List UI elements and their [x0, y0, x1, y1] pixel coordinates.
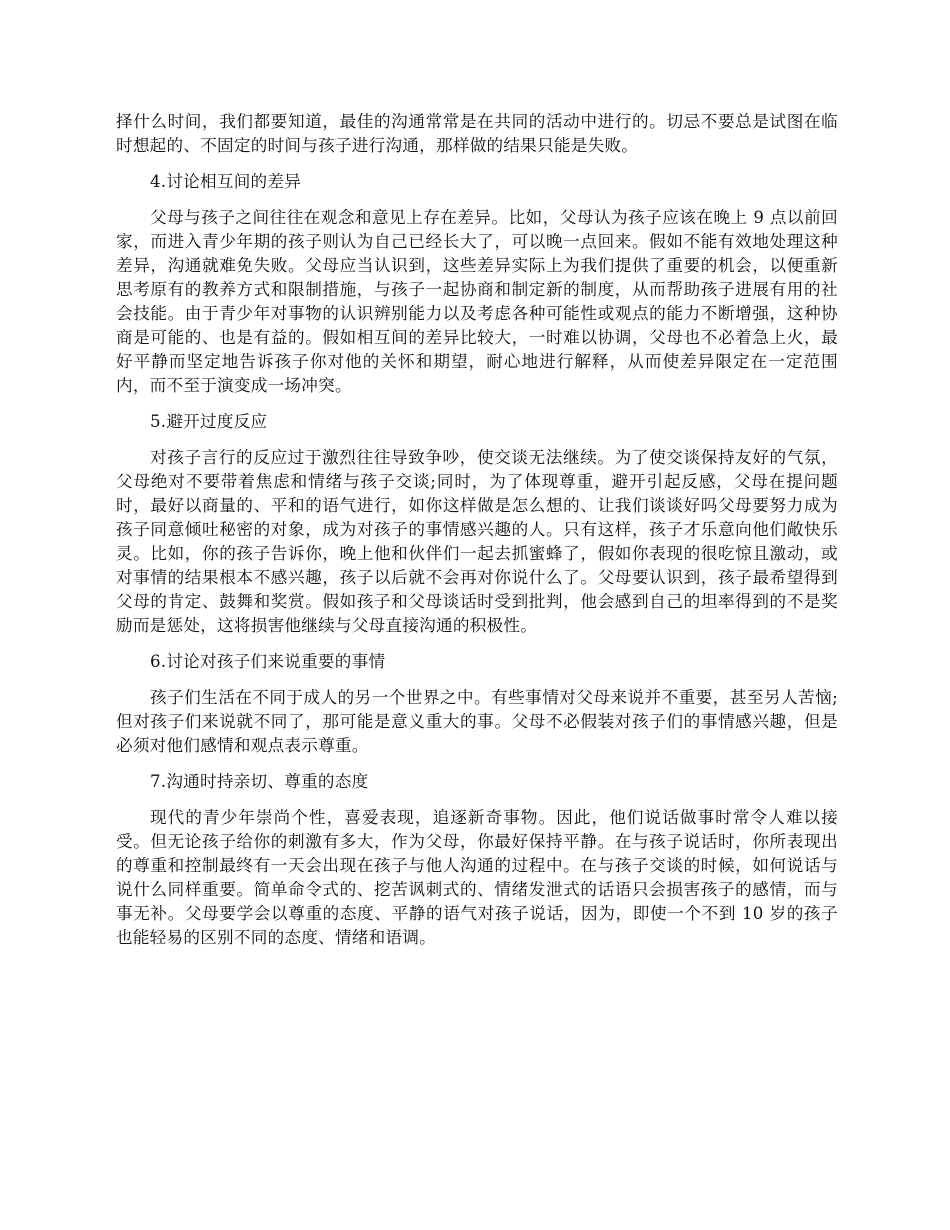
section-heading-4: 4.讨论相互间的差异 [150, 172, 302, 191]
intro-paragraph: 择什么时间，我们都要知道，最佳的沟通常常是在共同的活动中进行的。切忌不要总是试图在临时想起的、不固定的时间与孩子进行沟通，那样做的结果只能是失败。 [116, 112, 838, 155]
section-body-5: 对孩子言行的反应过于激烈往往导致争吵，使交谈无法继续。为了使交谈保持友好的气氛，父母绝对不要带着焦虑和情绪与孩子交谈;同时，为了体现尊重，避开引起反感，父母在提问题时，最好以商量的、平和的语气进行，如你这样做是怎么想的、让我们谈谈好吗父母要努力成为孩子同意倾吐秘密的对象，成为对孩子的事情感兴趣的人。只有这样，孩子才乐意向他们敞快乐灵。比如，你的孩子告诉你，晚上他和伙伴们一起去抓蜜蜂了，假如你表现的很吃惊且激动，或对事情的结果根本不感兴趣，孩子以后就不会再对你说什么了。父母要认识到，孩子最希望得到父母的肯定、鼓舞和奖赏。假如孩子和父母谈话时受到批判，他会感到自己的坦率得到的不是奖励而是惩处，这将损害他继续与父母直接沟通的积极性。 [116, 448, 838, 635]
section-heading-7: 7.沟通时持亲切、尊重的态度 [150, 772, 369, 791]
section-heading-6: 6.讨论对孩子们来说重要的事情 [150, 652, 386, 671]
section-body-6: 孩子们生活在不同于成人的另一个世界之中。有些事情对父母来说并不重要，甚至另人苦恼;但对孩子们来说就不同了，那可能是意义重大的事。父母不必假装对孩子们的事情感兴趣，但是必须对他们感情和观点表示尊重。 [116, 688, 838, 755]
section-body-4: 父母与孩子之间往往在观念和意见上存在差异。比如，父母认为孩子应该在晚上 9 点以前回家，而进入青少年期的孩子则认为自己已经长大了，可以晚一点回来。假如不能有效地处理这种差异，沟通就难免失败。父母应当认识到，这些差异实际上为我们提供了重要的机会，以便重新思考原有的教养方式和限制措施，与孩子一起协商和制定新的制度，从而帮助孩子进展有用的社会技能。由于青少年对事物的认识辨别能力以及考虑各种可能性或观点的能力不断增强，这种协商是可能的、也是有益的。假如相互间的差异比较大，一时难以协调，父母也不必着急上火，最好平静而坚定地告诉孩子你对他的关怀和期望，耐心地进行解释，从而使差异限定在一定范围内，而不至于演变成一场冲突。 [116, 208, 838, 395]
document-page [116, 110, 838, 950]
section-body-7: 现代的青少年崇尚个性，喜爱表现，追逐新奇事物。因此，他们说话做事时常令人难以接受。但无论孩子给你的刺激有多大，作为父母，你最好保持平静。在与孩子说话时，你所表现出的尊重和控制最终有一天会出现在孩子与他人沟通的过程中。在与孩子交谈的时候，如何说话与说什么同样重要。简单命令式的、挖苦讽刺式的、情绪发泄式的话语只会损害孩子的感情，而与事无补。父母要学会以尊重的态度、平静的语气对孩子说话，因为，即使一个不到 10 岁的孩子也能轻易的区别不同的态度、情绪和语调。 [116, 808, 838, 947]
section-heading-5: 5.避开过度反应 [150, 412, 268, 431]
